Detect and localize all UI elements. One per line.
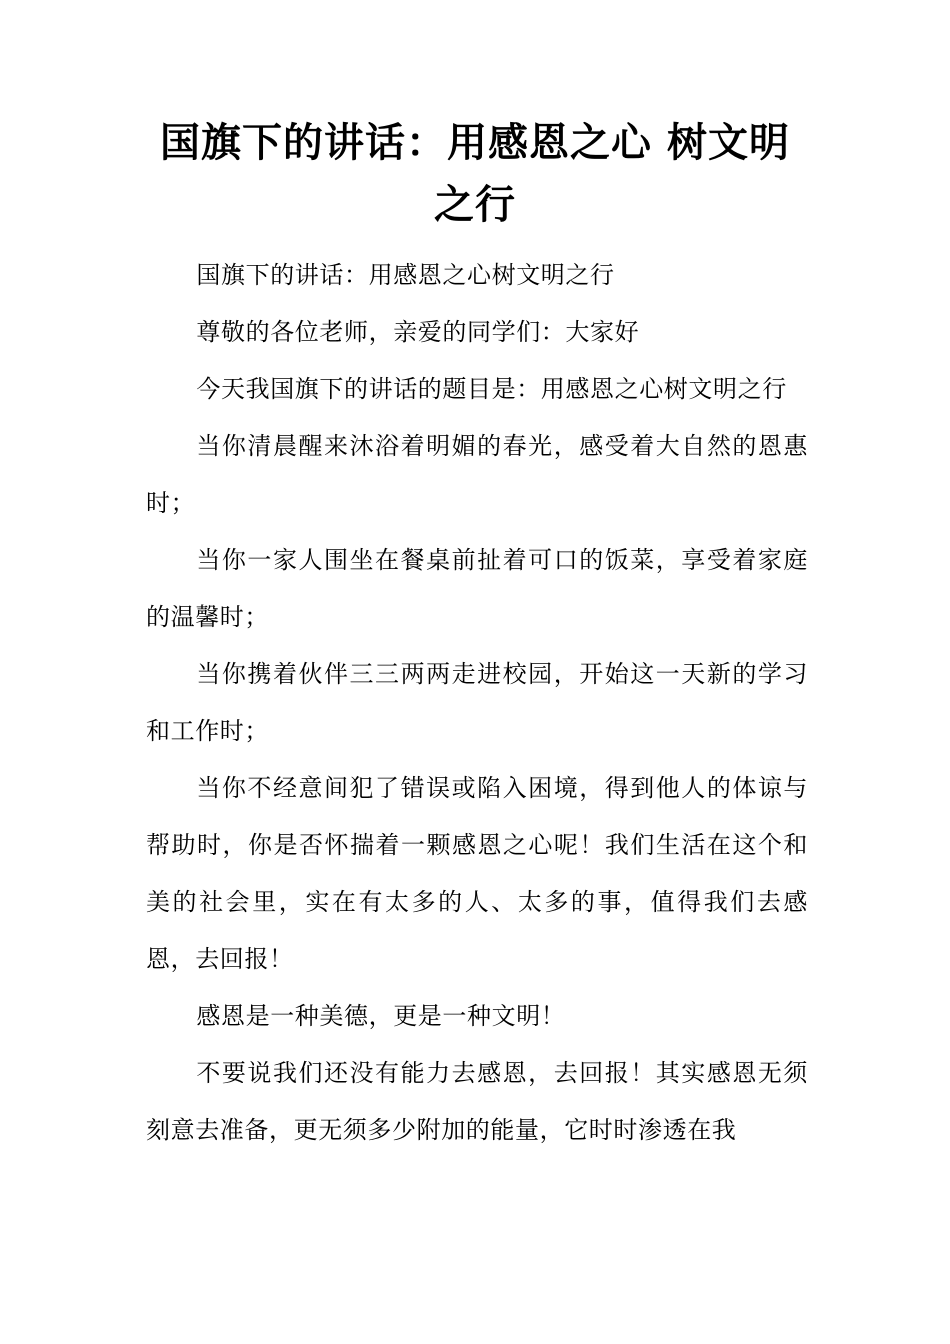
paragraph: 当你不经意间犯了错误或陷入困境，得到他人的体谅与帮助时，你是否怀揣着一颗感恩之心呢！我们生活在这个和美的社会里，实在有太多的人、太多的事，值得我们去感恩，去回报！ <box>146 774 808 973</box>
document-body <box>146 247 808 1159</box>
paragraph: 当你清晨醒来沐浴着明媚的春光，感受着大自然的恩惠时； <box>146 432 808 517</box>
paragraph: 感恩是一种美德，更是一种文明！ <box>196 1002 566 1030</box>
paragraph: 今天我国旗下的讲话的题目是：用感恩之心树文明之行 <box>196 375 787 403</box>
paragraph: 不要说我们还没有能力去感恩，去回报！其实感恩无须刻意去准备，更无须多少附加的能量，它时时渗透在我 <box>146 1059 808 1144</box>
paragraph: 当你一家人围坐在餐桌前扯着可口的饭菜，享受着家庭的温馨时； <box>146 546 808 631</box>
document-title: 国旗下的讲话：用感恩之心 树文明之行 <box>160 120 790 228</box>
paragraph: 尊敬的各位老师，亲爱的同学们：大家好 <box>196 318 640 346</box>
paragraph: 国旗下的讲话：用感恩之心树文明之行 <box>196 261 615 289</box>
paragraph: 当你携着伙伴三三两两走进校园，开始这一天新的学习和工作时； <box>146 660 808 745</box>
